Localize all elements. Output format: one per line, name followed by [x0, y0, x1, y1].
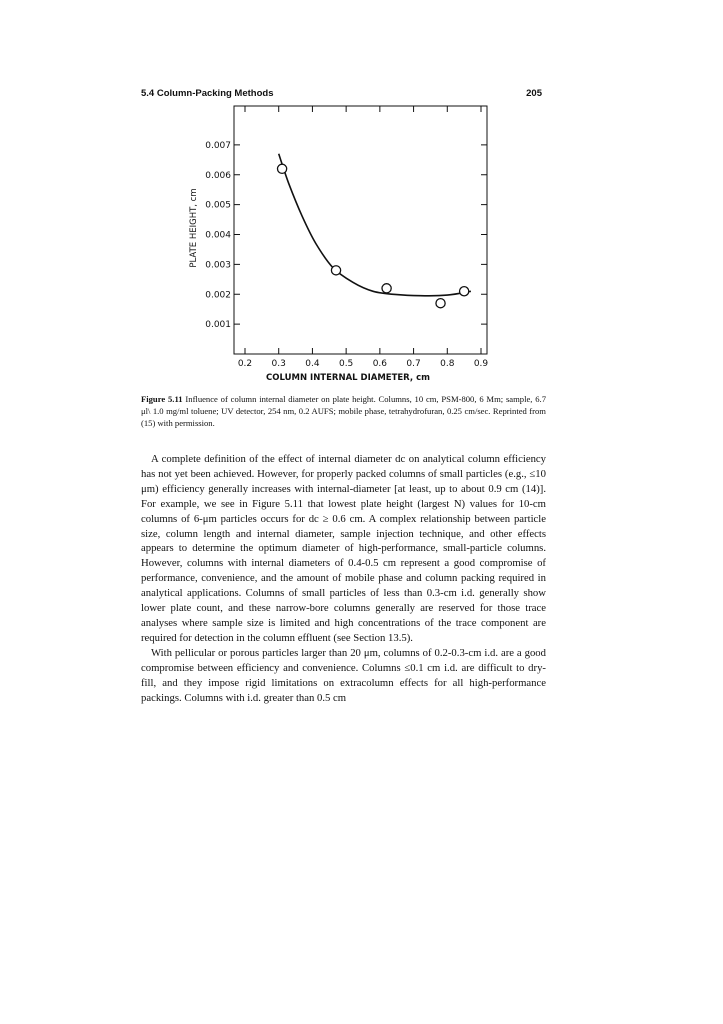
caption-text: Influence of column internal diameter on plate height. Columns, 10 cm, PSM-800, 6 Mm; sample, 6.7 μl\ 1.0 mg/ml toluene; UV detector, 254 nm, 0.2 AUFS; mobile phase, tetrahydrofuran, 0.25 cm/sec. Reprinted from (15) with permission. — [141, 394, 546, 429]
x-axis-tick-labels — [238, 359, 489, 369]
paragraph-1: A complete definition of the effect of internal diameter dc on analytical column efficiency has not yet been achieved. However, for properly packed columns of small particles (e.g., ≤10 μm) efficiency generally increases with internal-diameter [at least, up to about 0.9 cm (14)]. For example, we see in Figure 5.11 that lowest plate height (largest N) values for 10-cm columns of 6-μm particles occurs for dc ≥ 0.6 cm. A complex relationship between particle size, column length and internal diameter, sample injection technique, and other effects appears to determine the optimum diameter of high-performance, small-particle columns. However, columns with internal diameters of 0.4-0.5 cm represent a good compromise of performance, convenience, and the amount of mobile phase and column packing required in analytical applications. Columns of small particles of less than 0.3-cm i.d. generally show lower plate count, and these narrow-bore columns generally are reserved for those trace analyses where sample size is limited and high concentrations of the trace component are required for detection in the column effluent (see Section 13.5). — [141, 453, 546, 644]
data-point — [382, 284, 391, 293]
y-tick-label: 0.001 — [205, 320, 231, 331]
section-title: 5.4 Column-Packing Methods — [141, 88, 274, 99]
x-tick-label: 0.3 — [271, 359, 286, 369]
x-axis-label: COLUMN INTERNAL DIAMETER, cm — [266, 373, 430, 383]
x-tick-label: 0.9 — [473, 359, 489, 369]
figure-caption — [141, 393, 546, 430]
y-tick-label: 0.004 — [205, 230, 231, 241]
x-tick-label: 0.5 — [338, 359, 354, 369]
y-tick-label: 0.002 — [205, 290, 231, 301]
fit-curve — [279, 154, 471, 296]
y-axis-tick-labels — [205, 141, 231, 330]
figure-plate-height — [180, 104, 510, 386]
x-tick-label: 0.4 — [305, 359, 320, 369]
y-tick-label: 0.007 — [205, 140, 231, 151]
data-points — [277, 164, 468, 308]
body-text — [141, 452, 546, 705]
plot-frame — [234, 106, 487, 354]
x-axis-ticks — [245, 106, 481, 354]
x-tick-label: 0.7 — [406, 359, 421, 369]
paragraph-2: With pellicular or porous particles larger than 20 μm, columns of 0.2-0.3-cm i.d. are a good compromise between efficiency and convenience. Columns ≤0.1 cm i.d. are difficult to dry-fill, and they impose rigid limitations on extracolumn effects for all high-performance packings. Columns with i.d. greater than 0.5 cm — [141, 646, 546, 704]
caption-label: Figure 5.11 — [141, 394, 183, 404]
y-axis-label: PLATE HEIGHT, cm — [189, 188, 199, 268]
data-point — [277, 164, 286, 173]
data-point — [460, 287, 469, 296]
x-tick-label: 0.2 — [237, 359, 253, 369]
x-tick-label: 0.8 — [440, 359, 455, 369]
data-point — [331, 266, 340, 275]
page-number: 205 — [526, 88, 542, 99]
y-axis-ticks — [234, 145, 487, 324]
x-tick-label: 0.6 — [372, 359, 388, 369]
y-tick-label: 0.006 — [205, 170, 231, 181]
y-tick-label: 0.005 — [205, 200, 231, 211]
data-point — [436, 299, 445, 308]
plate-height-chart — [180, 104, 510, 386]
y-tick-label: 0.003 — [205, 260, 231, 271]
running-head — [141, 88, 542, 102]
